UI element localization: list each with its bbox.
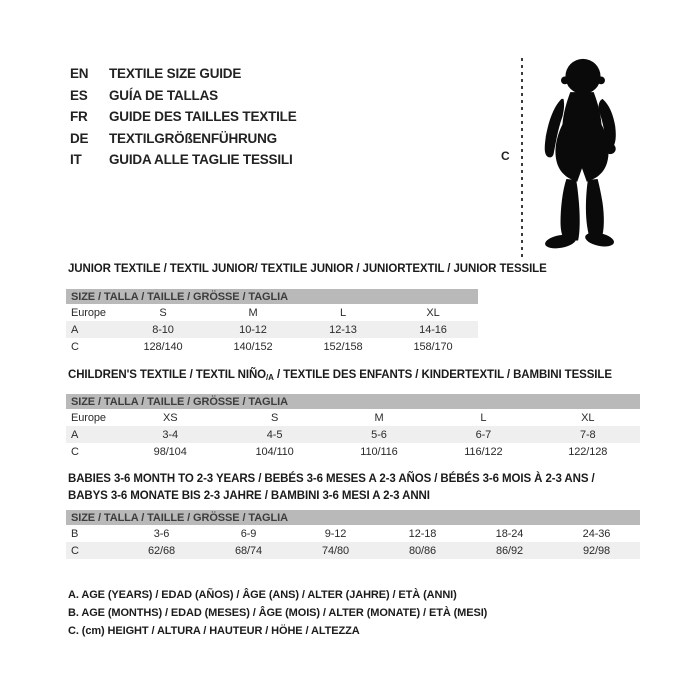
language-row-es (70, 85, 297, 107)
table-row (66, 426, 640, 443)
table-row (66, 409, 640, 426)
size-header-label: SIZE / TALLA / TAILLE / GRÖSSE / TAGLIA (66, 394, 640, 409)
table-header-band (66, 289, 478, 304)
size-cell: 128/140 (143, 340, 183, 353)
row-label: C (66, 542, 118, 559)
measure-label-c: C (501, 149, 510, 163)
size-cell: 86/92 (466, 542, 553, 559)
language-code: IT (70, 152, 82, 167)
size-cell: M (248, 306, 258, 319)
size-cell: 80/86 (379, 542, 466, 559)
size-cell: 140/152 (233, 340, 273, 353)
size-cell: 10-12 (208, 321, 298, 338)
table-row (66, 304, 478, 321)
language-row-de (70, 128, 297, 150)
size-cell: 4-5 (222, 426, 326, 443)
language-label: TEXTILE SIZE GUIDE (109, 66, 242, 81)
size-cell: 3-6 (153, 527, 170, 540)
size-cell: XL (426, 306, 440, 319)
size-header-label: SIZE / TALLA / TAILLE / GRÖSSE / TAGLIA (66, 289, 478, 304)
children-heading-text: CHILDREN'S TEXTILE / TEXTIL NIÑO (68, 369, 267, 381)
size-cell: 8-10 (118, 321, 208, 338)
children-size-table (66, 394, 640, 460)
size-cell: 116/122 (464, 445, 503, 458)
row-label: A (66, 321, 118, 338)
size-cell: 7-8 (536, 426, 640, 443)
size-cell: 6-7 (431, 426, 535, 443)
size-cell: M (374, 411, 384, 424)
note-line-b: B. AGE (MONTHS) / EDAD (MESES) / ÂGE (MOIS) / ALTER (MONATE) / ETÀ (MESI) (68, 607, 488, 619)
table-row (66, 542, 640, 559)
row-label: C (71, 445, 79, 458)
language-label: TEXTILGRÖßENFÜHRUNG (109, 130, 277, 146)
babies-section-heading (68, 471, 595, 504)
language-row-en (70, 63, 297, 85)
language-label: GUIDA ALLE TAGLIE TESSILI (109, 152, 293, 167)
size-cell: 12-18 (408, 527, 437, 540)
size-cell: 74/80 (292, 542, 379, 559)
size-cell: 62/68 (118, 542, 205, 559)
language-label: GUIDE DES TAILLES TEXTILE (109, 109, 297, 124)
note-line-c: C. (cm) HEIGHT / ALTURA / HAUTEUR / HÖHE / ALTEZZA (68, 625, 360, 637)
row-label: C (71, 340, 79, 353)
row-label: A (66, 426, 118, 443)
language-code: FR (70, 109, 88, 124)
size-cell: S (270, 411, 279, 424)
measurement-notes (68, 586, 487, 640)
babies-heading-line2: BABYS 3-6 MONATE BIS 2-3 JAHRE / BAMBINI 3-6 MESI A 2-3 ANNI (68, 489, 430, 502)
table-row (66, 525, 640, 542)
table-header-band (66, 510, 640, 525)
size-cell: 9-12 (324, 527, 347, 540)
table-row (66, 321, 478, 338)
language-code: EN (70, 66, 89, 81)
size-cell: 5-6 (327, 426, 431, 443)
height-measure-line (521, 58, 523, 257)
language-code: ES (70, 87, 88, 103)
language-list (70, 63, 297, 171)
size-cell: 104/110 (255, 445, 294, 458)
children-heading-text: / TEXTILE DES ENFANTS / KINDERTEXTIL / BAMBINI TESSILE (273, 369, 612, 381)
size-cell: L (339, 306, 347, 319)
row-label: Europe (71, 411, 106, 424)
table-header-band (66, 394, 640, 409)
toddler-silhouette-icon (532, 54, 632, 264)
size-cell: 110/116 (360, 445, 398, 458)
table-row (66, 443, 640, 460)
language-row-it (70, 149, 297, 171)
row-label: Europe (71, 306, 106, 319)
size-cell: 6-9 (240, 527, 257, 540)
language-code: DE (70, 130, 89, 146)
size-cell: XS (162, 411, 178, 424)
size-cell: L (480, 411, 487, 424)
children-section-heading (68, 369, 612, 382)
language-row-fr (70, 106, 297, 128)
size-cell: 92/98 (553, 542, 640, 559)
table-row (66, 338, 478, 355)
size-cell: 14-16 (388, 321, 478, 338)
children-heading-subscript: /A (266, 373, 274, 382)
babies-heading-line1: BABIES 3-6 MONTH TO 2-3 YEARS / BEBÉS 3-6 MESES A 2-3 AÑOS / BÉBÉS 3-6 MOIS À 2-3 ANS / (68, 473, 595, 485)
junior-size-table (66, 289, 478, 355)
size-header-label: SIZE / TALLA / TAILLE / GRÖSSE / TAGLIA (66, 510, 640, 525)
size-cell: 18-24 (495, 527, 524, 540)
language-label: GUÍA DE TALLAS (109, 87, 218, 103)
size-cell: 68/74 (205, 542, 292, 559)
junior-section-heading: JUNIOR TEXTILE / TEXTIL JUNIOR/ TEXTILE JUNIOR / JUNIORTEXTIL / JUNIOR TESSILE (68, 263, 547, 275)
size-cell: 3-4 (118, 426, 222, 443)
row-label: B (71, 527, 79, 540)
size-cell: 122/128 (568, 445, 608, 458)
babies-size-table (66, 510, 640, 559)
size-cell: 158/170 (413, 340, 453, 353)
size-cell: 152/158 (323, 340, 363, 353)
size-cell: 24-36 (582, 527, 611, 540)
note-line-a: A. AGE (YEARS) / EDAD (AÑOS) / ÂGE (ANS) / ALTER (JAHRE) / ETÀ (ANNI) (68, 589, 457, 601)
size-cell: XL (581, 411, 595, 424)
size-cell: 12-13 (298, 321, 388, 338)
size-cell: S (159, 306, 167, 319)
size-cell: 98/104 (153, 445, 187, 458)
